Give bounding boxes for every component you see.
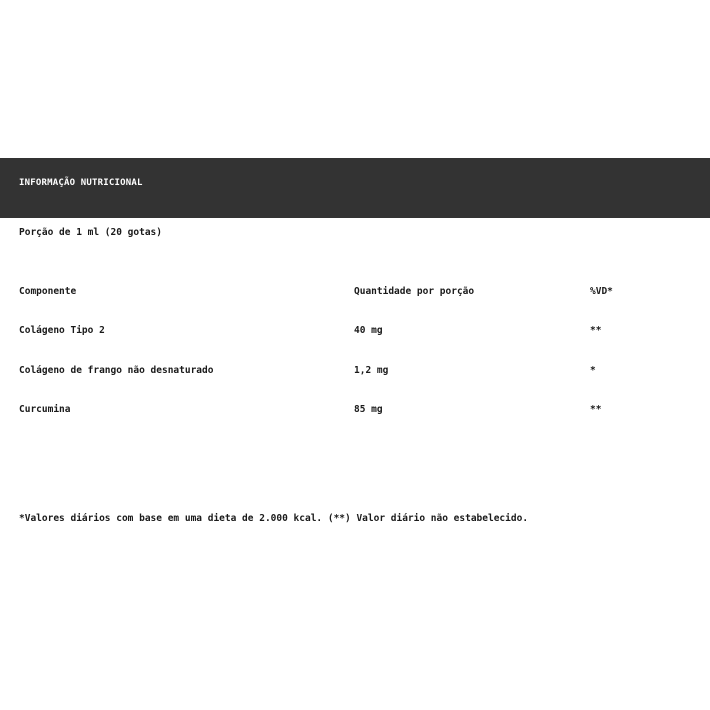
component-quantity: 1,2 mg xyxy=(354,365,389,376)
table-row xyxy=(0,365,710,379)
serving-size: Porção de 1 ml (20 gotas) xyxy=(19,227,162,238)
component-daily-value: ** xyxy=(590,325,602,336)
component-name: Colágeno Tipo 2 xyxy=(19,325,105,336)
component-quantity: 85 mg xyxy=(354,404,383,415)
table-row xyxy=(0,404,710,418)
page-title: INFORMAÇÃO NUTRICIONAL xyxy=(19,178,143,188)
column-header-quantity: Quantidade por porção xyxy=(354,286,475,297)
table-header-row xyxy=(0,286,710,300)
column-header-component: Componente xyxy=(19,286,77,297)
component-daily-value: * xyxy=(590,365,596,376)
component-name: Curcumina xyxy=(19,404,71,415)
component-daily-value: ** xyxy=(590,404,602,415)
component-quantity: 40 mg xyxy=(354,325,383,336)
column-header-daily-value: %VD* xyxy=(590,286,613,297)
table-row xyxy=(0,325,710,339)
header-bar xyxy=(0,158,710,218)
component-name: Colágeno de frango não desnaturado xyxy=(19,365,214,376)
footnote: *Valores diários com base em uma dieta de 2.000 kcal. (**) Valor diário não estabelecido. xyxy=(19,513,529,524)
